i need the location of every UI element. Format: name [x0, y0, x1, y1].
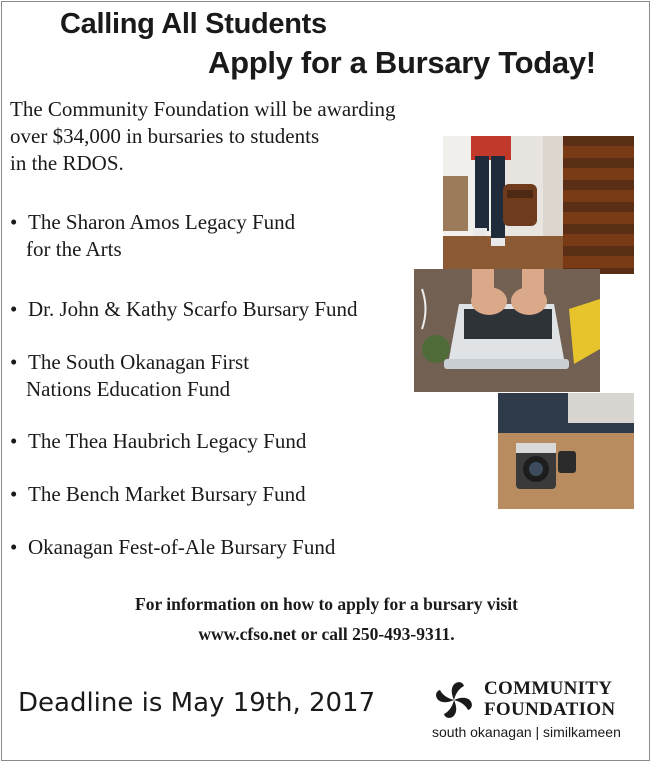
fund-item: [10, 209, 295, 263]
fund-item: [10, 481, 306, 508]
fund-title-line-2: for the Arts: [26, 237, 122, 261]
fund-item: [10, 296, 358, 323]
headline-line-1: Calling All Students: [60, 8, 327, 40]
fund-title: The Sharon Amos Legacy Fund: [28, 210, 296, 234]
bullet-icon: •: [10, 429, 18, 453]
bullet-icon: •: [10, 297, 18, 321]
bullet-icon: •: [10, 535, 18, 559]
fund-title-line-2: Nations Education Fund: [26, 377, 231, 401]
pinwheel-logo-icon: [432, 678, 476, 727]
student-walking-photo: [443, 136, 634, 274]
fund-item: [10, 534, 335, 561]
info-line-2: www.cfso.net or call 250-493-9311.: [198, 624, 455, 644]
fund-item: [10, 349, 249, 403]
laptop-typing-photo: [414, 269, 600, 392]
fund-title: Dr. John & Kathy Scarfo Bursary Fund: [28, 297, 358, 321]
deadline-text: Deadline is May 19th, 2017: [18, 688, 376, 718]
intro-line-2: over $34,000 in bursaries to students: [10, 124, 320, 148]
intro-line-1: The Community Foundation will be awarding: [10, 97, 396, 121]
bullet-icon: •: [10, 210, 18, 234]
fund-title: The South Okanagan First: [28, 350, 250, 374]
bullet-icon: •: [10, 350, 18, 374]
logo-tagline: south okanagan | similkameen: [432, 724, 621, 740]
intro-paragraph: [10, 96, 480, 177]
logo-word-community: COMMUNITY: [484, 678, 613, 699]
fund-title: The Thea Haubrich Legacy Fund: [28, 429, 307, 453]
bullet-icon: •: [10, 482, 18, 506]
community-foundation-logo: [432, 676, 644, 746]
fund-title: The Bench Market Bursary Fund: [28, 482, 306, 506]
intro-line-3: in the RDOS.: [10, 151, 124, 175]
fund-title: Okanagan Fest-of-Ale Bursary Fund: [28, 535, 336, 559]
logo-word-foundation: FOUNDATION: [484, 699, 616, 720]
camera-photo: [498, 393, 634, 509]
fund-item: [10, 428, 306, 455]
info-line-1: For information on how to apply for a bursary visit: [135, 594, 518, 614]
headline-line-2: Apply for a Bursary Today!: [208, 45, 596, 80]
